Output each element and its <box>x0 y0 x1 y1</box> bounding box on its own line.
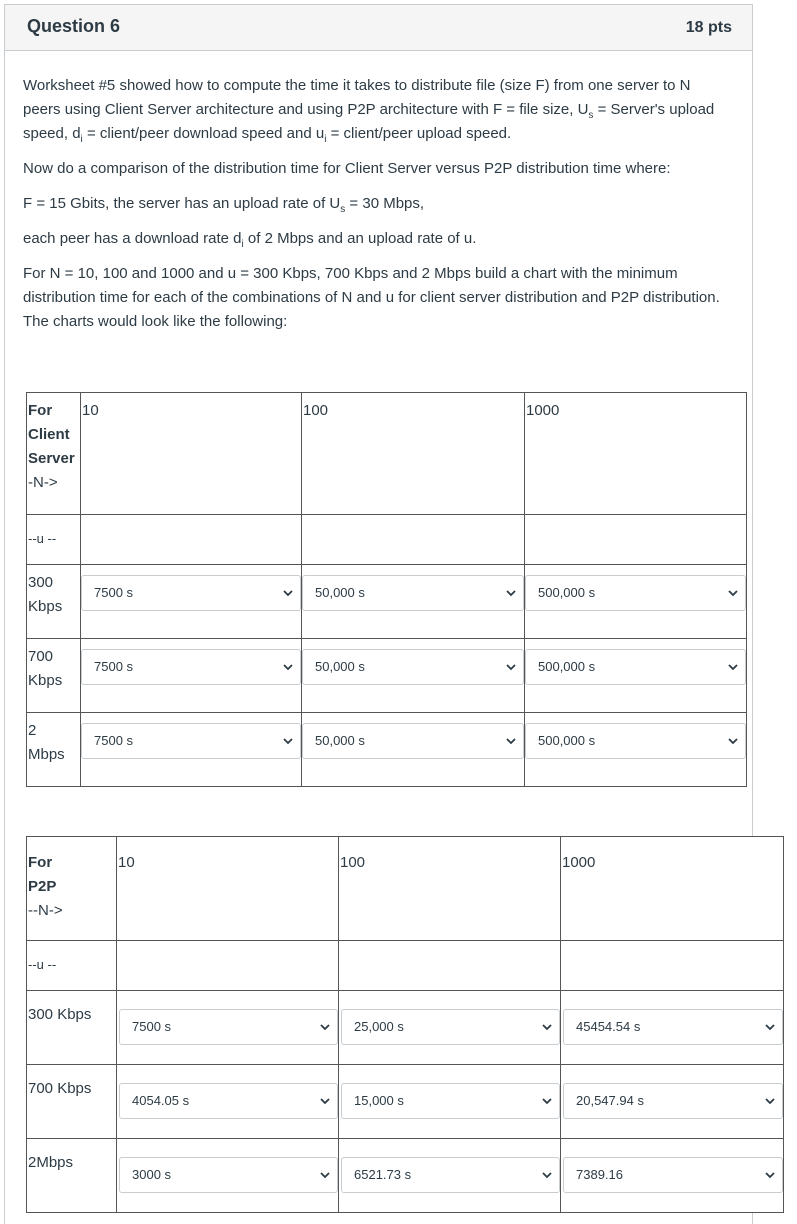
answer-dropdown[interactable] <box>302 723 524 759</box>
chevron-down-icon <box>319 1169 331 1181</box>
p2p-row-700kbps <box>27 1065 784 1139</box>
p3-text-b: = 30 Mbps, <box>345 195 425 212</box>
p2p-u-label-row <box>27 941 784 991</box>
p2p-u-700kbps: 700 Kbps <box>27 1065 117 1139</box>
p2p-u-label: --u -- <box>27 941 117 991</box>
cs-cell <box>81 565 302 639</box>
p2p-n-header-100: 100 <box>339 837 561 941</box>
chevron-down-icon <box>727 661 739 673</box>
p2p-cell <box>117 1065 339 1139</box>
p2p-u-300kbps: 300 Kbps <box>27 991 117 1065</box>
p2p-empty-cell <box>339 941 561 991</box>
question-paragraph-4 <box>23 227 723 251</box>
dropdown-selected-value: 50,000 s <box>315 733 365 748</box>
chevron-down-icon <box>505 661 517 673</box>
cs-cell <box>81 639 302 713</box>
chevron-down-icon <box>727 587 739 599</box>
p2p-corner-cell <box>27 837 117 941</box>
p2p-cell <box>117 1139 339 1213</box>
p2p-cell <box>561 991 784 1065</box>
dropdown-selected-value: 7500 s <box>132 1019 172 1034</box>
question-paragraph-2: Now do a comparison of the distribution time for Client Server versus P2P distribution time where: <box>23 160 671 177</box>
cs-u-value: 300 <box>28 574 54 591</box>
cs-n-header-10: 10 <box>81 393 302 515</box>
cs-cell <box>525 565 747 639</box>
client-server-table <box>26 392 747 787</box>
question-paragraph-1 <box>23 74 723 146</box>
chevron-down-icon <box>541 1169 553 1181</box>
dropdown-selected-value: 20,547.94 s <box>576 1093 644 1108</box>
p4-text-a: each peer has a download rate d <box>23 230 242 247</box>
p1-text-a: Worksheet #5 showed how to compute the time it takes to distribute file (size F) from one server to N peers using Client Server architecture and using P2P architecture with F = file size, U <box>23 77 691 118</box>
cs-n-header-1000: 1000 <box>525 393 747 515</box>
cs-empty-cell <box>525 515 747 565</box>
dropdown-selected-value: 7500 s <box>94 733 134 748</box>
dropdown-selected-value: 50,000 s <box>315 585 365 600</box>
question-header <box>5 5 752 51</box>
cs-u-unit: Kbps <box>28 598 63 615</box>
cs-cell <box>81 713 302 787</box>
cs-n-header-100: 100 <box>302 393 525 515</box>
cs-corner-for: For <box>28 402 53 419</box>
cs-u-700kbps <box>27 639 81 713</box>
cs-corner-server: Server <box>28 450 75 467</box>
p1-text-c: = client/peer download speed and u <box>82 125 325 142</box>
question-title: Question 6 <box>27 16 121 36</box>
answer-dropdown[interactable] <box>119 1083 338 1119</box>
answer-dropdown[interactable] <box>119 1157 338 1193</box>
cs-empty-cell <box>302 515 525 565</box>
answer-dropdown[interactable] <box>525 723 746 759</box>
dropdown-selected-value: 6521.73 s <box>354 1167 412 1182</box>
dropdown-selected-value: 25,000 s <box>354 1019 404 1034</box>
p1-text-b: = Server's upload speed, d <box>23 101 715 142</box>
dropdown-selected-value: 50,000 s <box>315 659 365 674</box>
p1-sub-b: i <box>80 134 83 145</box>
dropdown-selected-value: 7389.16 <box>576 1167 623 1182</box>
cs-u-unit: Kbps <box>28 672 63 689</box>
chevron-down-icon <box>282 661 294 673</box>
p1-sub-c: i <box>324 134 327 145</box>
answer-dropdown[interactable] <box>81 575 301 611</box>
answer-dropdown[interactable] <box>341 1083 560 1119</box>
p2p-n-header-1000: 1000 <box>561 837 784 941</box>
chevron-down-icon <box>541 1021 553 1033</box>
cs-u-unit: Mbps <box>28 746 65 763</box>
cs-corner-client: Client <box>28 426 70 443</box>
dropdown-selected-value: 7500 s <box>94 585 134 600</box>
answer-dropdown[interactable] <box>341 1157 560 1193</box>
cs-u-label-row <box>27 515 747 565</box>
dropdown-selected-value: 3000 s <box>132 1167 172 1182</box>
chevron-down-icon <box>282 735 294 747</box>
cs-cell <box>302 713 525 787</box>
question-paragraph-5: For N = 10, 100 and 1000 and u = 300 Kbps, 700 Kbps and 2 Mbps build a chart with the minimum distribution time for each of the combinations of N and u for client server distribution and P2P distribution. The charts would look like the following: <box>23 265 720 330</box>
dropdown-selected-value: 45454.54 s <box>576 1019 641 1034</box>
p2p-corner-p2p: P2P <box>28 878 57 895</box>
p2p-cell <box>339 991 561 1065</box>
answer-dropdown[interactable] <box>302 649 524 685</box>
question-text <box>23 74 723 345</box>
p4-text-b: of 2 Mbps and an upload rate of u. <box>243 230 477 247</box>
dropdown-selected-value: 500,000 s <box>538 733 596 748</box>
dropdown-selected-value: 4054.05 s <box>132 1093 190 1108</box>
dropdown-selected-value: 7500 s <box>94 659 134 674</box>
p2p-cell <box>561 1065 784 1139</box>
answer-dropdown[interactable] <box>81 723 301 759</box>
answer-dropdown[interactable] <box>81 649 301 685</box>
cs-cell <box>525 639 747 713</box>
cs-u-value: 2 <box>28 722 37 739</box>
chevron-down-icon <box>764 1095 776 1107</box>
chevron-down-icon <box>319 1021 331 1033</box>
dropdown-selected-value: 15,000 s <box>354 1093 404 1108</box>
p2p-row-2mbps <box>27 1139 784 1213</box>
question-paragraph-3 <box>23 192 723 216</box>
cs-row-2mbps <box>27 713 747 787</box>
p2p-corner-for: For <box>28 854 53 871</box>
cs-cell <box>525 713 747 787</box>
cs-u-label: --u -- <box>27 515 81 565</box>
answer-dropdown[interactable] <box>119 1009 338 1045</box>
p3-sub-a: s <box>340 204 346 215</box>
p2p-cell <box>339 1139 561 1213</box>
p3-text-a: F = 15 Gbits, the server has an upload rate of U <box>23 195 341 212</box>
cs-header-row <box>27 393 747 515</box>
cs-row-300kbps <box>27 565 747 639</box>
question-points: 18 pts <box>685 19 732 36</box>
answer-dropdown[interactable] <box>525 649 746 685</box>
cs-u-300kbps <box>27 565 81 639</box>
answer-dropdown[interactable] <box>563 1009 783 1045</box>
p2p-cell <box>117 991 339 1065</box>
answer-dropdown[interactable] <box>563 1157 783 1193</box>
cs-u-2mbps <box>27 713 81 787</box>
cs-empty-cell <box>81 515 302 565</box>
chevron-down-icon <box>505 735 517 747</box>
cs-cell <box>302 565 525 639</box>
chevron-down-icon <box>727 735 739 747</box>
p2p-n-header-10: 10 <box>117 837 339 941</box>
chevron-down-icon <box>764 1021 776 1033</box>
p1-sub-a: s <box>588 110 594 121</box>
answer-dropdown[interactable] <box>563 1083 783 1119</box>
p2p-corner-n: --N-> <box>28 902 63 919</box>
p2p-cell <box>339 1065 561 1139</box>
p2p-empty-cell <box>561 941 784 991</box>
cs-u-value: 700 <box>28 648 54 665</box>
cs-row-700kbps <box>27 639 747 713</box>
answer-dropdown[interactable] <box>525 575 746 611</box>
chevron-down-icon <box>319 1095 331 1107</box>
answer-dropdown[interactable] <box>341 1009 560 1045</box>
chevron-down-icon <box>282 587 294 599</box>
p2p-u-2mbps: 2Mbps <box>27 1139 117 1213</box>
cs-cell <box>302 639 525 713</box>
chevron-down-icon <box>505 587 517 599</box>
dropdown-selected-value: 500,000 s <box>538 659 596 674</box>
p2p-empty-cell <box>117 941 339 991</box>
p1-text-d: = client/peer upload speed. <box>326 125 512 142</box>
p4-sub-a: i <box>241 239 244 250</box>
p2p-cell <box>561 1139 784 1213</box>
p2p-row-300kbps <box>27 991 784 1065</box>
chevron-down-icon <box>541 1095 553 1107</box>
p2p-header-row <box>27 837 784 941</box>
cs-corner-n: -N-> <box>28 474 58 491</box>
cs-corner-cell <box>27 393 81 515</box>
dropdown-selected-value: 500,000 s <box>538 585 596 600</box>
p2p-table <box>26 836 784 1213</box>
answer-dropdown[interactable] <box>302 575 524 611</box>
chevron-down-icon <box>764 1169 776 1181</box>
